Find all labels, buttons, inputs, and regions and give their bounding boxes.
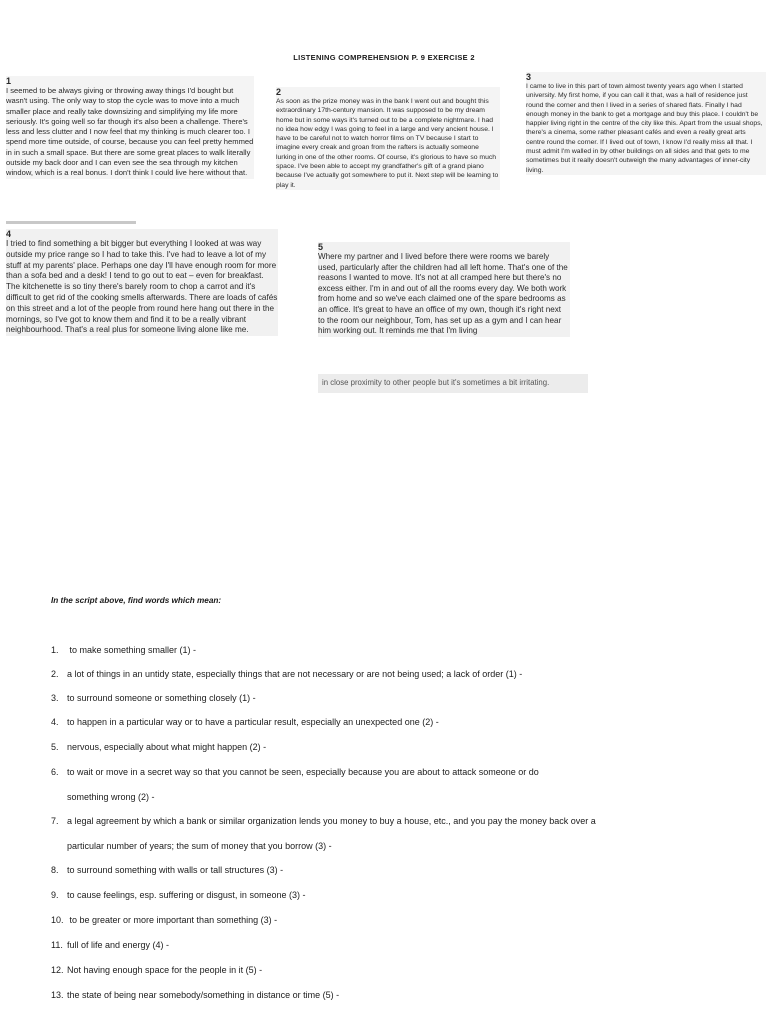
question-item <box>51 741 741 753</box>
passage-text: I came to live in this part of town almost twenty years ago when I started university. My first home, if you can call it that, was a hall of residence just round the corner and then I lived in a series of shared flats. Finally I had enough money in the bank to get a mortgage and buy this place. I couldn't be happier living right in the centre of the city like this. Apart from the usual shops, there's a cinema, some rather pleasant cafés and even a really great arts centre round the corner. If I lived out of town, I know I'd really miss all that. I must admit I'm walled in by other buildings on all sides and that gets to me sometimes but it really doesn't outweigh the many advantages of inner-city living. <box>526 83 763 174</box>
question-continuation: something wrong (2) - <box>67 792 155 802</box>
question-item <box>51 668 741 680</box>
passage-text: Where my partner and I lived before there were rooms we barely used, particularly after the children had all left home. That's one of the reasons I wanted to move. It's not at all cramped here but there's no excess either. I'm in and out of all the rooms every day. We both work from home and so we've each claimed one of the spare bedrooms as an office. It's great to have an office of my own, though it's right next to the room our neighbour, Tom, has set up as a gym and I can hear him working out. It reminds me that I'm living <box>318 252 568 336</box>
question-text: to wait or move in a secret way so that you cannot be seen, especially because you are about to attack someone or do <box>67 767 539 777</box>
question-text: to make something smaller (1) - <box>67 645 197 655</box>
question-number: 11. <box>51 940 63 950</box>
question-number: 12. <box>51 965 64 975</box>
passage-number: 3 <box>526 72 532 82</box>
question-text: the state of being near somebody/something in distance or time (5) - <box>67 990 340 1000</box>
question-text: a lot of things in an untidy state, especially things that are not necessary or are not being used; a lack of order (1) - <box>67 669 523 679</box>
question-text: to happen in a particular way or to have a particular result, especially an unexpected one (2) - <box>67 717 439 727</box>
cropped-text-fragment <box>6 221 136 224</box>
question-number: 9. <box>51 890 59 900</box>
question-text: to be greater or more important than something (3) - <box>67 915 278 925</box>
passage-number: 1 <box>6 76 12 86</box>
question-item <box>51 864 741 876</box>
question-number: 4. <box>51 717 59 727</box>
question-item <box>51 964 741 976</box>
passage-text: I tried to find something a bit bigger but everything I looked at was way outside my price range so I had to take this. I've had to leave a lot of my stuff at my parents' place. Perhaps one day I'll have enough room for more than a sofa bed and a desk! I tend to go out to eat – even for breakfast. The kitchenette is so tiny there's barely room to chop a carrot and it's difficult to get rid of the cooking smells afterwards. There are loads of cafés on this street and a lot of the people from round here hang out there in the mornings, so I've got to know them and find it to be a really vibrant neighbourhood. That's a real plus for someone living alone like me. <box>6 239 278 335</box>
passage-number: 5 <box>318 242 324 252</box>
question-item <box>51 716 741 728</box>
question-text: Not having enough space for the people in it (5) - <box>67 965 263 975</box>
question-item <box>51 692 741 704</box>
passage-5 <box>318 242 570 337</box>
passage-number: 2 <box>276 87 282 97</box>
question-text: full of life and energy (4) - <box>67 940 170 950</box>
question-number: 7. <box>51 816 59 826</box>
question-text: a legal agreement by which a bank or similar organization lends you money to buy a house, etc., and you pay the money back over a <box>67 816 596 826</box>
question-text: nervous, especially about what might happen (2) - <box>67 742 267 752</box>
question-number: 1. <box>51 645 59 655</box>
passage-1 <box>6 76 254 179</box>
passage-2 <box>276 87 500 190</box>
page-title: LISTENING COMPREHENSION P. 9 EXERCISE 2 <box>293 53 475 62</box>
question-text: to surround someone or something closely (1) - <box>67 693 256 703</box>
passage-number: 4 <box>6 229 12 239</box>
question-number: 5. <box>51 742 59 752</box>
passage-text: I seemed to be always giving or throwing away things I'd bought but wasn't using. The only way to stop the cycle was to move into a much smaller place and really take downsizing and simplifying my life more seriously. It's going well so far though it's also been a challenge. There's less and less clutter and I now feel that my thinking is much clearer too. I spend more time outside, of course, because you can feel pretty hemmed in in such a small space. But there are some great places to walk literally outside my back door and I can even see the sea through my kitchen window, which is a real bonus. I don't think I could live here without that. <box>6 86 254 178</box>
question-number: 2. <box>51 669 59 679</box>
question-number: 10. <box>51 915 64 925</box>
passage-5-continuation: in close proximity to other people but it's sometimes a bit irritating. <box>318 374 588 393</box>
question-text: to cause feelings, esp. suffering or disgust, in someone (3) - <box>67 890 306 900</box>
exercise-instruction: In the script above, find words which mean: <box>51 596 222 605</box>
question-text: to surround something with walls or tall structures (3) - <box>67 865 284 875</box>
passage-3 <box>526 72 766 175</box>
question-item <box>51 989 741 1001</box>
question-item <box>51 815 741 827</box>
question-number: 6. <box>51 767 59 777</box>
question-item <box>51 889 741 901</box>
question-item <box>51 766 741 778</box>
passage-4 <box>6 229 278 336</box>
question-item <box>51 644 741 656</box>
question-number: 8. <box>51 865 59 875</box>
question-number: 13. <box>51 990 64 1000</box>
passage-text: As soon as the prize money was in the bank I went out and bought this extraordinary 17th-century mansion. It was supposed to be my dream home but in some ways it's turned out to be a complete nightmare. I had no idea how edgy I was going to feel in a large and very ancient house. I have to be careful not to watch horror films on TV because I start to imagine every creak and groan from the rafters is actually someone lurking in one of the other rooms. Of course, it's glorious to have so much space. I've been able to accept my grandfather's gift of a grand piano because I've actually got somewhere to put it. Next step will be learning to play it. <box>276 98 499 189</box>
question-item <box>51 914 741 926</box>
question-continuation: particular number of years; the sum of money that you borrow (3) - <box>67 841 332 851</box>
question-item <box>51 939 741 951</box>
question-number: 3. <box>51 693 59 703</box>
